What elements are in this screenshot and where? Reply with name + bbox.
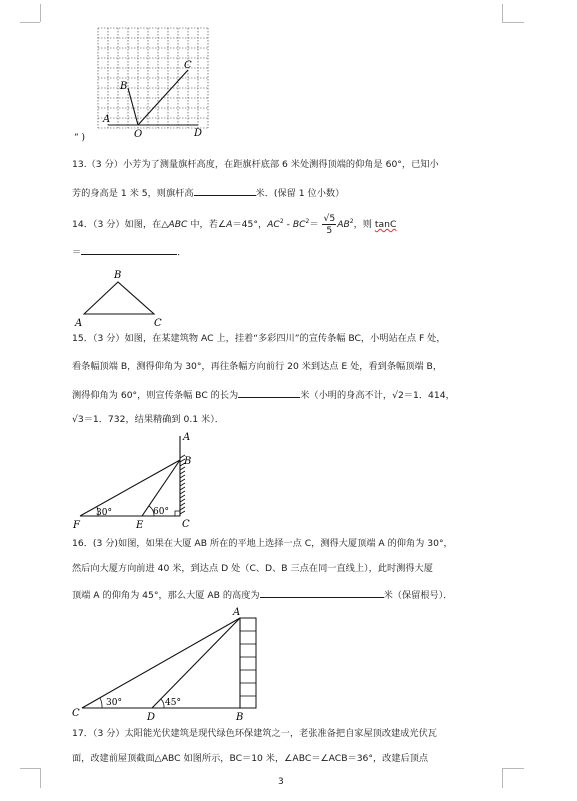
q15-angle-30: 30° xyxy=(96,508,112,518)
q15-answer-blank[interactable] xyxy=(238,387,300,398)
figure-mark: “ ) xyxy=(74,133,85,142)
q15-label-a: A xyxy=(183,432,191,443)
q15-line-2: 看条幅顶端 B，测得仰角为 30°，再往条幅方向前行 20 米到达点 E 处，看到条幅顶端 B， xyxy=(72,361,443,372)
q17-line-2: 面，改建前屋顶截面△ABC 如图所示，BC＝10 米，∠ABC＝∠ACB＝36°，改建后顶点 xyxy=(72,753,429,764)
q14-label-c: C xyxy=(154,318,162,328)
crop-mark-bottom-left xyxy=(40,768,41,788)
crop-mark-bottom-right xyxy=(502,768,503,788)
crop-mark-top-left-h xyxy=(20,22,40,23)
crop-mark-bottom-right-h xyxy=(502,768,524,769)
q13-answer-blank[interactable] xyxy=(194,185,256,196)
q16-angle-30: 30° xyxy=(106,698,122,708)
point-label-d: D xyxy=(194,128,203,139)
q15-label-e: E xyxy=(136,520,144,531)
q15-label-b: B xyxy=(184,456,192,467)
q13-text-post: 米．(保留 1 位小数） xyxy=(255,188,345,199)
q14-line-1: 14．（3 分）如图，在△ABC 中，若∠A＝45°，$AC^2 - BC^2=$ $\frac{√5}{5}$ $AB^2$，则 tanC xyxy=(72,213,397,236)
page-number: 3 xyxy=(278,777,284,787)
q16-building-figure xyxy=(70,604,270,722)
q16-line-2: 然后向大厦方向前进 40 米，到达点 D 处（C、D、B 三点在同一直线上），此时测得大厦 xyxy=(72,563,433,574)
q13-text-pre: 芳的身高是 1 米 5，则旗杆高 xyxy=(72,188,194,199)
crop-mark-top-right xyxy=(502,4,503,22)
point-label-o: O xyxy=(134,129,143,140)
q16-label-c: C xyxy=(72,708,80,719)
q15-line-1: 15．（3 分）如图，在某建筑物 AC 上，挂着“多彩四川”的宣传条幅 BC，小明站在点 F 处， xyxy=(72,333,446,344)
point-label-c: C xyxy=(184,60,192,71)
q15-line-3: 测得仰角为 60°，则宣传条幅 BC 的长为 米（小明的身高不计，√2＝1．414， xyxy=(72,387,455,403)
grid-figure xyxy=(70,24,220,142)
q16-line-3: 顶端 A 的仰角为 45°，那么大厦 AB 的高度为 米（保留根号）． xyxy=(72,587,452,603)
q14-fraction xyxy=(322,213,336,236)
q14-triangle-figure xyxy=(72,264,172,328)
crop-mark-top-right-h xyxy=(502,22,524,23)
q14-tan-c: tanC xyxy=(374,219,397,230)
q13-line-2 xyxy=(72,185,344,201)
q15-building-figure xyxy=(70,430,200,532)
crop-mark-top-left xyxy=(40,4,41,22)
q16-label-d: D xyxy=(147,712,156,722)
q14-label-b: B xyxy=(114,270,122,281)
q16-answer-blank[interactable] xyxy=(260,587,384,598)
q14-fraction-denominator: 5 xyxy=(326,225,333,236)
q15-line-4: √3＝1．732，结果精确到 0.1 米）． xyxy=(72,414,224,425)
crop-mark-bottom-left-h xyxy=(20,768,40,769)
q14-label-a: A xyxy=(75,318,83,328)
q16-label-a: A xyxy=(233,607,241,618)
q13-line-1: 13.（3 分）小芳为了测量旗杆高度，在距旗杆底部 6 米处测得顶端的仰角是 60°，已知小 xyxy=(72,159,439,170)
q14-line-2: ＝ ． xyxy=(72,244,186,260)
point-label-b: B xyxy=(120,81,128,92)
q16-line-1: 16．(3 分)如图，如果在大厦 AB 所在的平地上选择一点 C，测得大厦顶端 A 的仰角为 30°， xyxy=(72,538,453,549)
q15-label-c: C xyxy=(182,519,190,530)
q15-angle-60: 60° xyxy=(153,507,169,517)
q14-fraction-numerator: √5 xyxy=(323,213,336,224)
q16-angle-45: 45° xyxy=(165,698,181,708)
point-label-a: A xyxy=(103,114,111,125)
q16-label-b: B xyxy=(236,712,244,722)
q15-label-f: F xyxy=(73,520,80,531)
q14-answer-blank[interactable] xyxy=(81,244,177,255)
q17-line-1: 17．（3 分）太阳能光伏建筑是现代绿色环保建筑之一，老张准备把自家屋顶改建成光伏瓦 xyxy=(72,728,437,739)
